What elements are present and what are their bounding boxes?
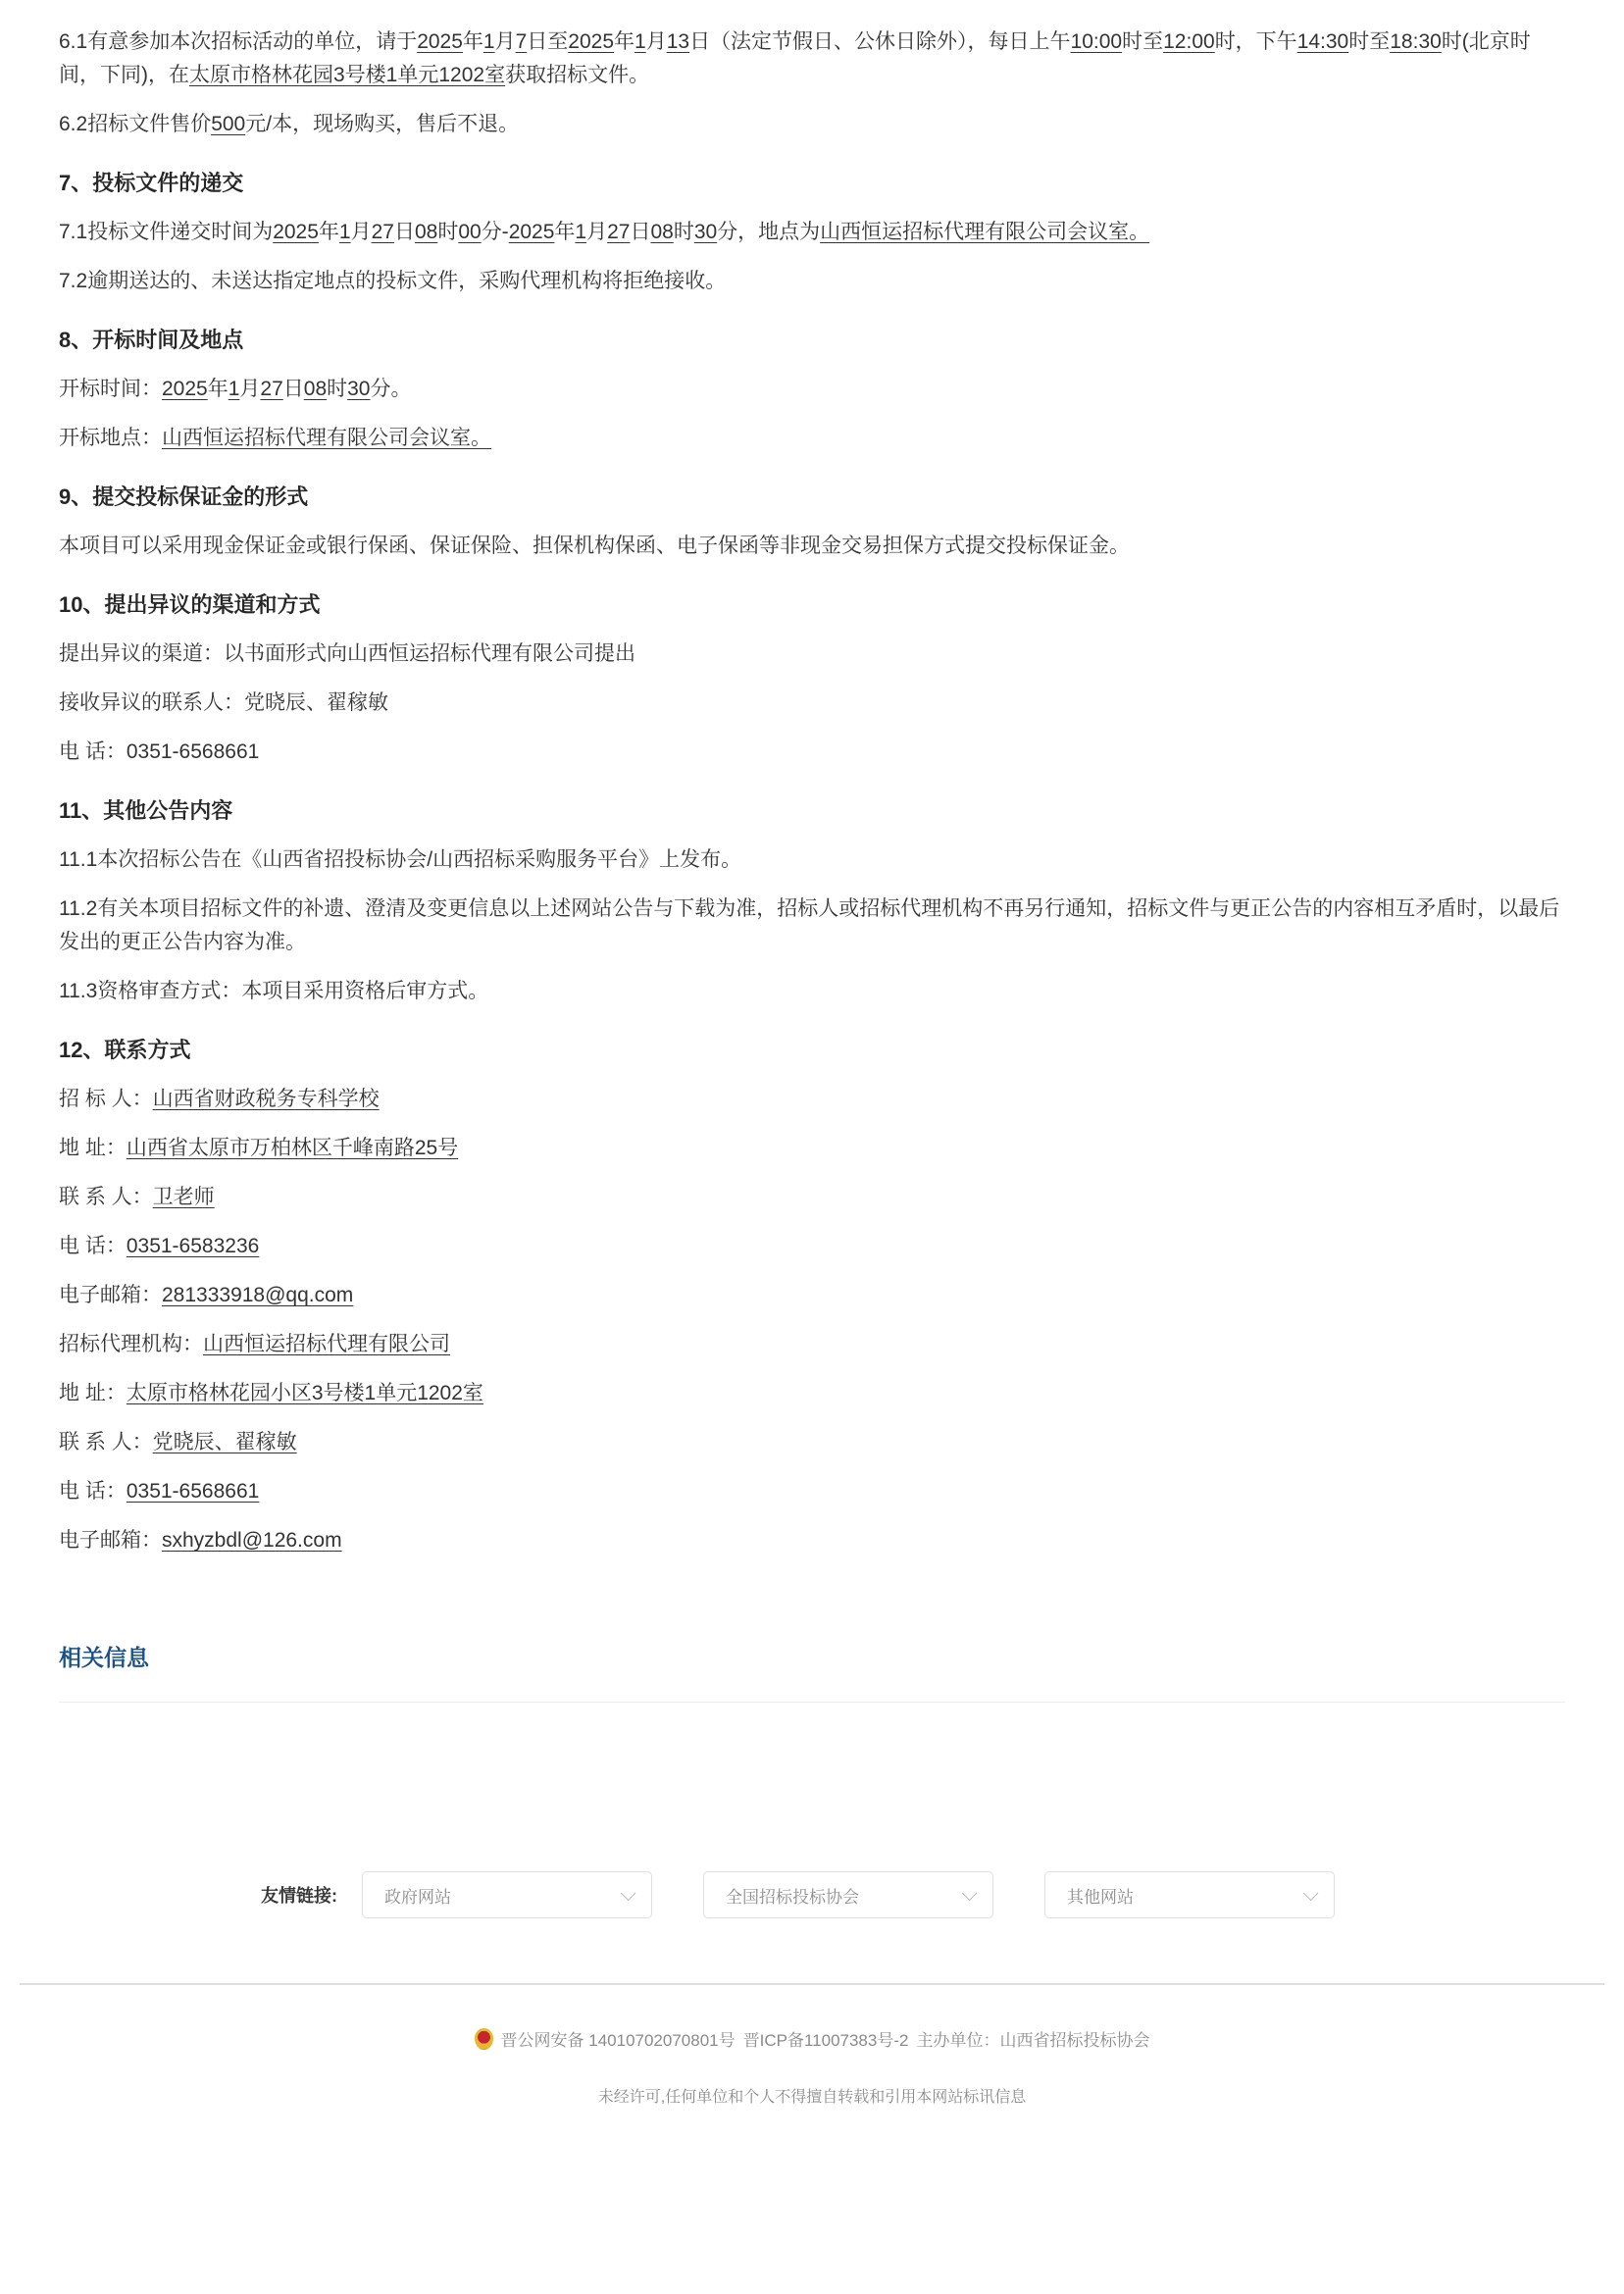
paragraph-11-2: 11.2有关本项目招标文件的补遗、澄清及变更信息以上述网站公告与下载为准，招标人或招标代理机构不再另行通知，招标文件与更正公告的内容相互矛盾时，以最后发出的更正公告内容为准。 (59, 897, 1560, 953)
announcement-body (59, 25, 1565, 1557)
contact-agency-phone: 电 话：0351-6568661 (59, 1480, 260, 1503)
paragraph-8-time: 开标时间：2025年1月27日08时30分。 (59, 378, 412, 400)
gongan-beian-link[interactable]: 晋公网安备 14010702070801号 (500, 2031, 736, 2050)
chevron-down-icon (962, 1885, 978, 1901)
footer-divider (20, 1983, 1604, 1985)
paragraph-7-2: 7.2逾期送达的、未送达指定地点的投标文件，采购代理机构将拒绝接收。 (59, 270, 727, 292)
contact-tenderer-phone: 电 话：0351-6583236 (59, 1235, 260, 1257)
contact-tenderer: 招 标 人：山西省财政税务专科学校 (59, 1088, 380, 1110)
section-heading-8: 8、开标时间及地点 (59, 328, 244, 352)
friend-links-select-government[interactable] (362, 1871, 652, 1918)
paragraph-7-1: 7.1投标文件递交时间为2025年1月27日08时00分-2025年1月27日08时30分，地点为山西恒运招标代理有限公司会议室。 (59, 221, 1150, 243)
friend-links-row (261, 1871, 1565, 1918)
icp-beian-link[interactable]: 晋ICP备11007383号-2 (742, 2031, 909, 2050)
friend-links-select-other[interactable] (1044, 1871, 1335, 1918)
paragraph-10-channel: 提出异议的渠道：以书面形式向山西恒运招标代理有限公司提出 (59, 642, 635, 665)
contact-tenderer-person: 联 系 人：卫老师 (59, 1186, 215, 1208)
select-value: 政府网站 (384, 1887, 451, 1907)
paragraph-8-place: 开标地点：山西恒运招标代理有限公司会议室。 (59, 427, 491, 449)
contact-agency-address: 地 址：太原市格林花园小区3号楼1单元1202室 (59, 1382, 483, 1404)
page-footer (59, 2026, 1565, 2107)
contact-agency-person: 联 系 人：党晓辰、翟稼敏 (59, 1431, 297, 1453)
related-info-divider (59, 1702, 1565, 1703)
contact-agency: 招标代理机构：山西恒运招标代理有限公司 (59, 1333, 450, 1355)
friend-links-select-associations[interactable] (703, 1871, 993, 1918)
footer-copyright: 未经许可,任何单位和个人不得擅自转载和引用本网站标讯信息 (597, 2089, 1027, 2106)
related-info-title: 相关信息 (59, 1645, 149, 1670)
contact-tenderer-email: 电子邮箱：281333918@qq.com (59, 1284, 354, 1306)
police-badge-icon (475, 2028, 493, 2050)
contact-agency-email: 电子邮箱：sxhyzbdl@126.com (59, 1529, 342, 1552)
section-heading-12: 12、联系方式 (59, 1038, 191, 1062)
paragraph-11-1: 11.1本次招标公告在《山西省招投标协会/山西招标采购服务平台》上发布。 (59, 848, 742, 871)
paragraph-11-3: 11.3资格审查方式：本项目采用资格后审方式。 (59, 980, 489, 1002)
footer-beian-line (59, 2026, 1565, 2051)
friend-links-label: 友情链接: (261, 1886, 337, 1906)
paragraph-6-2: 6.2招标文件售价500元/本，现场购买，售后不退。 (59, 113, 520, 135)
section-heading-11: 11、其他公告内容 (59, 798, 233, 823)
select-value: 其他网站 (1067, 1887, 1134, 1907)
paragraph-10-phone: 电 话：0351-6568661 (59, 740, 260, 763)
section-heading-10: 10、提出异议的渠道和方式 (59, 592, 321, 617)
paragraph-10-contact: 接收异议的联系人：党晓辰、翟稼敏 (59, 691, 388, 714)
chevron-down-icon (621, 1885, 636, 1901)
select-value: 全国招标投标协会 (726, 1887, 859, 1907)
footer-sponsor: 主办单位：山西省招标投标协会 (916, 2031, 1150, 2050)
section-heading-9: 9、提交投标保证金的形式 (59, 484, 309, 509)
section-heading-7: 7、投标文件的递交 (59, 171, 244, 195)
chevron-down-icon (1303, 1885, 1319, 1901)
paragraph-9: 本项目可以采用现金保证金或银行保函、保证保险、担保机构保函、电子保函等非现金交易担保方式提交投标保证金。 (59, 535, 1130, 557)
contact-tenderer-address: 地 址：山西省太原市万柏林区千峰南路25号 (59, 1137, 459, 1159)
paragraph-6-1: 6.1有意参加本次招标活动的单位，请于2025年1月7日至2025年1月13日（法定节假日、公休日除外），每日上午10:00时至12:00时，下午14:30时至18:30时(北京时间，下同)，在太原市格林花园3号楼1单元1202室获取招标文件。 (59, 30, 1531, 86)
